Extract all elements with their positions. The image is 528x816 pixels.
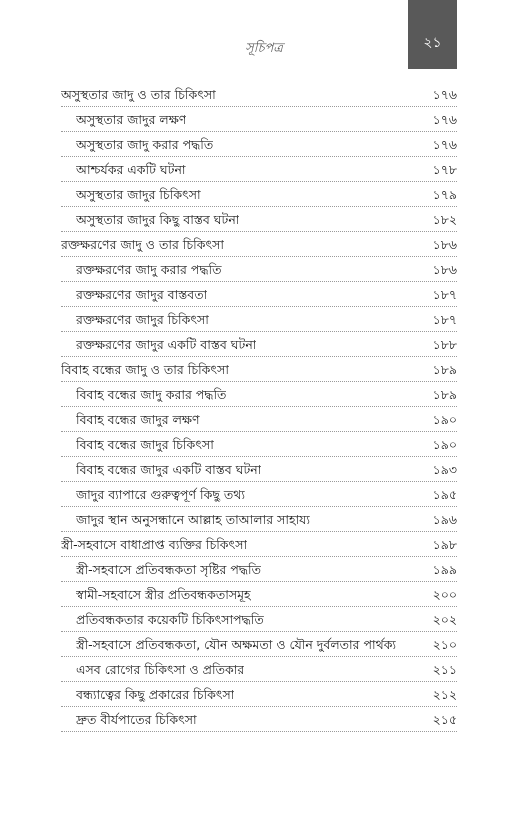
toc-entry-title: বিবাহ বন্ধের জাদুর লক্ষণ	[76, 412, 200, 427]
toc-entry-page: ২১০	[432, 637, 457, 652]
toc-entry-title: দ্রুত বীর্যপাতের চিকিৎসা	[76, 712, 197, 727]
toc-entry-title: অসুস্থতার জাদুর লক্ষণ	[76, 112, 187, 127]
toc-entry-page: ২০২	[432, 612, 457, 627]
toc-subsection-row	[61, 657, 457, 682]
toc-entry-title: স্ত্রী-সহবাসে বাধাপ্রাপ্ত ব্যক্তির চিকিৎসা	[61, 537, 248, 552]
toc-entry-page: ১৭৬	[432, 87, 457, 102]
toc-entry-title: অসুস্থতার জাদুর চিকিৎসা	[76, 187, 201, 202]
toc-entry-page: ১৭৬	[432, 112, 457, 127]
toc-entry-title: রক্তক্ষরণের জাদু করার পদ্ধতি	[76, 262, 222, 277]
toc-entry-title: স্বামী-সহবাসে স্ত্রীর প্রতিবন্ধকতাসমূহ	[76, 587, 251, 602]
toc-entry-title: বন্ধ্যাত্বের কিছু প্রকারের চিকিৎসা	[76, 687, 235, 702]
toc-entry-title: রক্তক্ষরণের জাদুর বাস্তবতা	[76, 287, 208, 302]
toc-entry-page: ১৯০	[432, 437, 457, 452]
toc-entry-page: ২১৫	[432, 712, 457, 727]
toc-section-row	[61, 82, 457, 107]
toc-entry-title: রক্তক্ষরণের জাদুর চিকিৎসা	[76, 312, 209, 327]
toc-entry-title: রক্তক্ষরণের জাদুর একটি বাস্তব ঘটনা	[76, 337, 257, 352]
toc-entry-title: বিবাহ বন্ধের জাদুর একটি বাস্তব ঘটনা	[76, 462, 262, 477]
toc-entry-page: ১৭৬	[432, 137, 457, 152]
toc-subsection-row	[61, 432, 457, 457]
toc-entry-title: বিবাহ বন্ধের জাদু ও তার চিকিৎসা	[61, 362, 229, 377]
toc-entry-page: ১৯৯	[432, 562, 457, 577]
toc-subsection-row	[61, 332, 457, 357]
table-of-contents	[61, 82, 457, 732]
toc-entry-page: ১৯৩	[432, 462, 457, 477]
toc-entry-title: বিবাহ বন্ধের জাদু করার পদ্ধতি	[76, 387, 227, 402]
toc-subsection-row	[61, 632, 457, 657]
toc-subsection-row	[61, 457, 457, 482]
toc-entry-page: ১৭৮	[432, 162, 457, 177]
toc-subsection-row	[61, 107, 457, 132]
toc-subsection-row	[61, 607, 457, 632]
toc-entry-page: ১৯৮	[432, 537, 457, 552]
toc-entry-title: আশ্চর্যকর একটি ঘটনা	[76, 162, 186, 177]
toc-entry-page: ২১২	[432, 687, 457, 702]
toc-subsection-row	[61, 182, 457, 207]
toc-entry-page: ১৯৬	[432, 512, 457, 527]
toc-subsection-row	[61, 282, 457, 307]
toc-entry-page: ১৮৮	[432, 337, 457, 352]
toc-subsection-row	[61, 682, 457, 707]
toc-section-row	[61, 357, 457, 382]
toc-entry-title: অসুস্থতার জাদু ও তার চিকিৎসা	[61, 87, 216, 102]
toc-entry-title: এসব রোগের চিকিৎসা ও প্রতিকার	[76, 662, 245, 677]
toc-entry-title: স্ত্রী-সহবাসে প্রতিবন্ধকতা সৃষ্টির পদ্ধতি	[76, 562, 261, 577]
toc-entry-page: ১৯০	[432, 412, 457, 427]
toc-entry-page: ১৮৬	[432, 237, 457, 252]
toc-subsection-row	[61, 557, 457, 582]
toc-subsection-row	[61, 507, 457, 532]
toc-entry-title: অসুস্থতার জাদু করার পদ্ধতি	[76, 137, 214, 152]
toc-subsection-row	[61, 307, 457, 332]
toc-entry-page: ১৮২	[432, 212, 457, 227]
toc-entry-title: প্রতিবন্ধকতার কয়েকটি চিকিৎসাপদ্ধতি	[76, 612, 264, 627]
toc-section-row	[61, 532, 457, 557]
toc-subsection-row	[61, 582, 457, 607]
toc-subsection-row	[61, 707, 457, 732]
toc-entry-title: স্ত্রী-সহবাসে প্রতিবন্ধকতা, যৌন অক্ষমতা ও যৌন দুর্বলতার পার্থক্য	[76, 637, 397, 652]
toc-entry-page: ১৮৬	[432, 262, 457, 277]
page-number: ২১	[423, 34, 442, 51]
toc-subsection-row	[61, 132, 457, 157]
toc-entry-title: বিবাহ বন্ধের জাদুর চিকিৎসা	[76, 437, 214, 452]
toc-subsection-row	[61, 157, 457, 182]
toc-entry-page: ১৮৯	[432, 362, 457, 377]
toc-entry-title: জাদুর স্থান অনুসন্ধানে আল্লাহ তাআলার সাহায্য	[76, 512, 310, 527]
toc-entry-page: ২১১	[432, 662, 457, 677]
toc-entry-page: ১৮৭	[432, 312, 457, 327]
toc-subsection-row	[61, 382, 457, 407]
toc-entry-page: ২০০	[432, 587, 457, 602]
toc-entry-title: জাদুর ব্যাপারে গুরুত্বপূর্ণ কিছু তথ্য	[76, 487, 245, 502]
toc-section-row	[61, 232, 457, 257]
toc-subsection-row	[61, 482, 457, 507]
toc-subsection-row	[61, 257, 457, 282]
toc-entry-page: ১৯৫	[432, 487, 457, 502]
toc-entry-page: ১৮৭	[432, 287, 457, 302]
toc-entry-page: ১৮৯	[432, 387, 457, 402]
toc-entry-page: ১৭৯	[432, 187, 457, 202]
toc-subsection-row	[61, 207, 457, 232]
toc-subsection-row	[61, 407, 457, 432]
running-title: সূচিপত্র	[245, 41, 283, 56]
toc-entry-title: রক্তক্ষরণের জাদু ও তার চিকিৎসা	[61, 237, 225, 252]
toc-entry-title: অসুস্থতার জাদুর কিছু বাস্তব ঘটনা	[76, 212, 240, 227]
